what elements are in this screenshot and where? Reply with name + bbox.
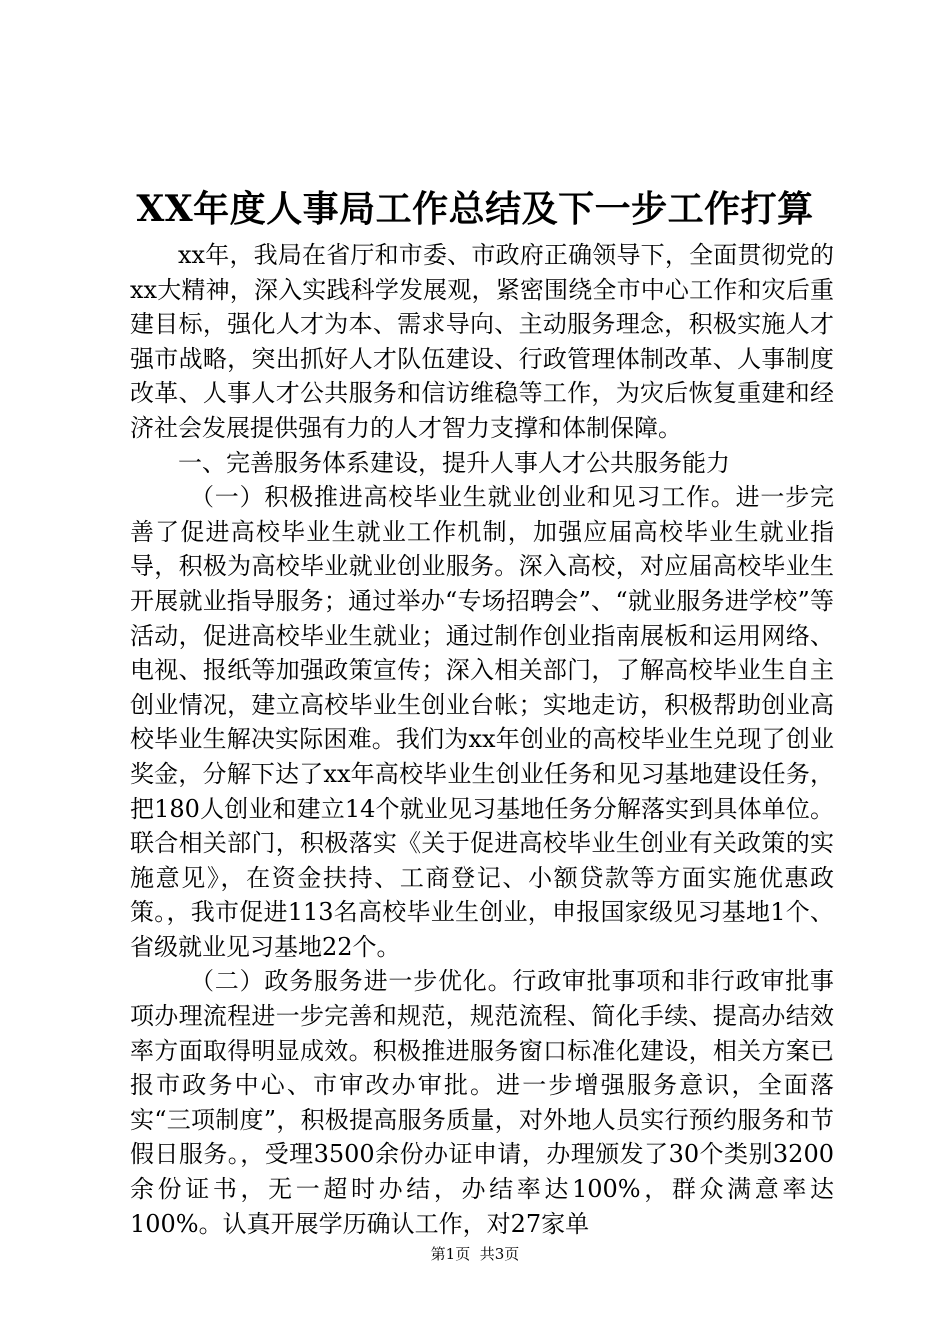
- paragraph-intro: xx年，我局在省厅和市委、市政府正确领导下，全面贯彻党的xx大精神，深入实践科学发展观，紧密围绕全市中心工作和灾后重建目标，强化人才为本、需求导向、主动服务理念，积极实施人才强市战略，突出抓好人才队伍建设、行政管理体制改革、人事制度改革、人事人才公共服务和信访维稳等工作，为灾后恢复重建和经济社会发展提供强有力的人才智力支撑和体制保障。: [130, 241, 834, 442]
- page-footer: [0, 1244, 950, 1264]
- page-total: 共3页: [479, 1245, 520, 1263]
- document-title: XX年度人事局工作总结及下一步工作打算: [136, 188, 814, 230]
- page-number: 第1页: [430, 1245, 471, 1263]
- document-body: [130, 238, 834, 1241]
- paragraph-government-services: （二）政务服务进一步优化。行政审批事项和非行政审批事项办理流程进一步完善和规范，规范流程、简化手续、提高办结效率方面取得明显成效。积极推进服务窗口标准化建设，相关方案已报市政务中心、市审改办审批。进一步增强服务意识，全面落实“三项制度”，积极提高服务质量，对外地人员实行预约服务和节假日服务。，受理3500余份办证申请，办理颁发了30个类别3200余份证书，无一超时办结，办结率达100%，群众满意率达100%。认真开展学历确认工作，对27家单: [130, 967, 834, 1238]
- section-heading-1: 一、完善服务体系建设，提升人事人才公共服务能力: [178, 448, 730, 477]
- paragraph-graduate-employment: （一）积极推进高校毕业生就业创业和见习工作。进一步完善了促进高校毕业生就业工作机制，加强应届高校毕业生就业指导，积极为高校毕业就业创业服务。深入高校，对应届高校毕业生开展就业指导服务；通过举办“专场招聘会”、“就业服务进学校”等活动，促进高校毕业生就业；通过制作创业指南展板和运用网络、电视、报纸等加强政策宣传；深入相关部门，了解高校毕业生自主创业情况，建立高校毕业生创业台帐；实地走访，积极帮助创业高校毕业生解决实际困难。我们为xx年创业的高校毕业生兑现了创业奖金，分解下达了xx年高校毕业生创业任务和见习基地建设任务，把180人创业和建立14个就业见习基地任务分解落实到具体单位。联合相关部门，积极落实《关于促进高校毕业生创业有关政策的实施意见》，在资金扶持、工商登记、小额贷款等方面实施优惠政策。，我市促进113名高校毕业生创业，申报国家级见习基地1个、省级就业见习基地22个。: [130, 483, 834, 961]
